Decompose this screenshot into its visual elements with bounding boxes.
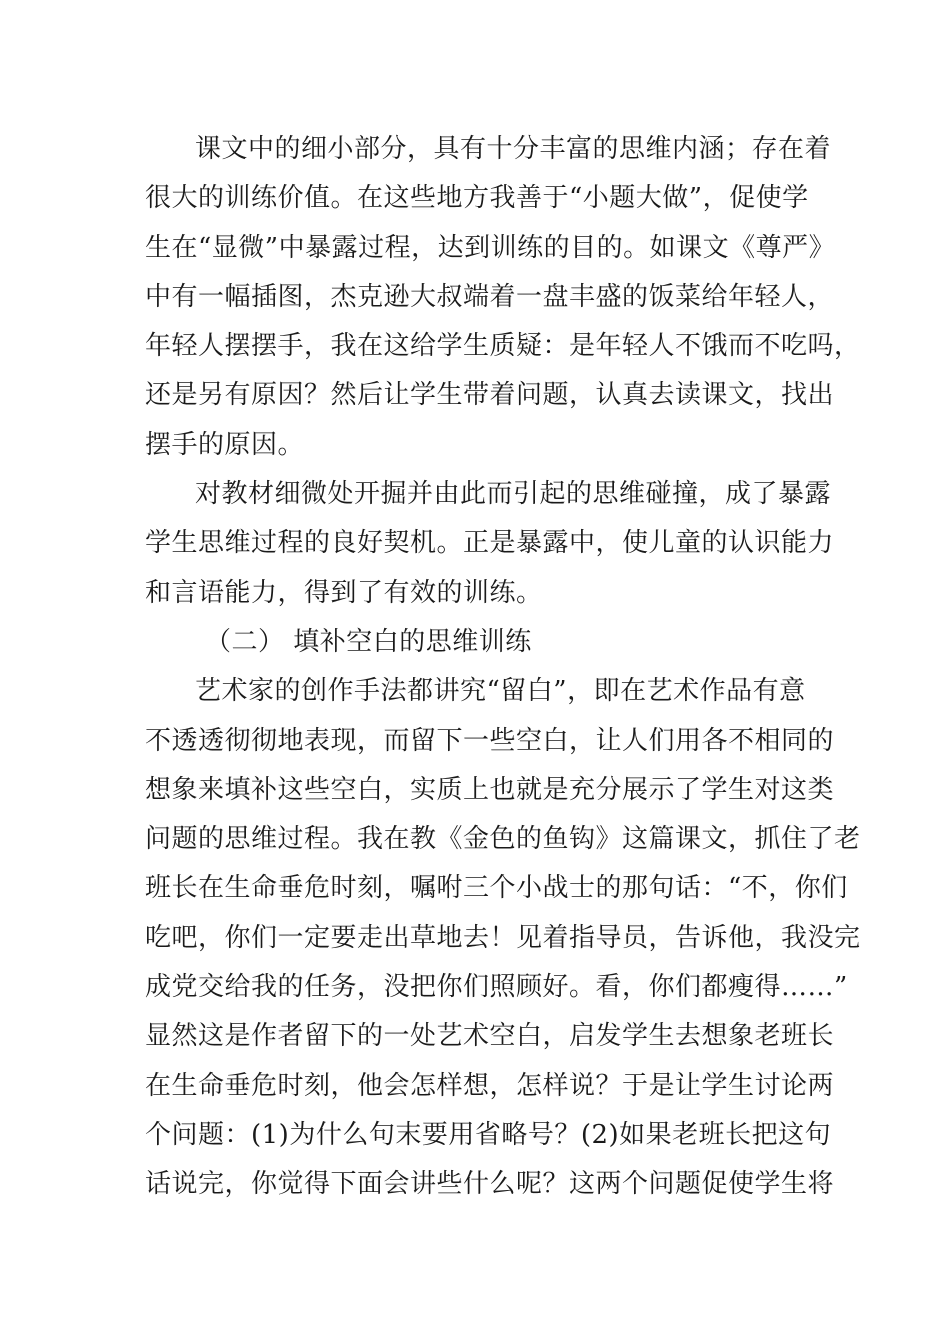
text-line: 成党交给我的任务，没把你们照顾好。看，你们都瘦得……” xyxy=(145,972,848,1003)
text-line: 话说完，你觉得下面会讲些什么呢？这两个问题促使学生将 xyxy=(145,1169,835,1200)
section-heading: （二） 填补空白的思维训练 xyxy=(205,626,532,657)
text-line: 还是另有原因？然后让学生带着问题，认真去读课文，找出 xyxy=(145,380,835,411)
text-line: 艺术家的创作手法都讲究“留白”，即在艺术作品有意 xyxy=(195,676,806,707)
text-line: 想象来填补这些空白，实质上也就是充分展示了学生对这类 xyxy=(145,774,835,805)
text-line: 中有一幅插图，杰克逊大叔端着一盘丰盛的饭菜给年轻人， xyxy=(145,281,835,312)
text-line: 在生命垂危时刻，他会怎样想，怎样说？于是让学生讨论两 xyxy=(145,1070,835,1101)
text-line: 摆手的原因。 xyxy=(145,429,305,460)
text-line: 年轻人摆摆手，我在这给学生质疑：是年轻人不饿而不吃吗， xyxy=(145,331,861,362)
paragraph-1 xyxy=(145,125,861,470)
text-line: 生在“显微”中暴露过程，达到训练的目的。如课文《尊严》 xyxy=(145,232,836,263)
text-line: 班长在生命垂危时刻，嘱咐三个小战士的那句话：“不，你们 xyxy=(145,873,848,904)
text-line: 个问题：(1)为什么句末要用省略号？(2)如果老班长把这句 xyxy=(145,1119,832,1150)
text-line: 吃吧，你们一定要走出草地去！见着指导员，告诉他，我没完 xyxy=(145,922,861,953)
text-line: 课文中的细小部分，具有十分丰富的思维内涵；存在着 xyxy=(195,134,832,164)
text-line: 和言语能力，得到了有效的训练。 xyxy=(145,577,543,608)
text-line: 不透透彻彻地表现，而留下一些空白，让人们用各不相同的 xyxy=(145,725,835,756)
paragraph-2 xyxy=(145,470,835,618)
text-line: 显然这是作者留下的一处艺术空白，启发学生去想象老班长 xyxy=(145,1021,835,1052)
text-line: 很大的训练价值。在这些地方我善于“小题大做”，促使学 xyxy=(145,183,809,214)
document-body xyxy=(145,125,861,1210)
text-line: 对教材细微处开掘并由此而引起的思维碰撞，成了暴露 xyxy=(195,479,832,510)
text-line: 问题的思维过程。我在教《金色的鱼钩》这篇课文，抓住了老 xyxy=(145,824,861,855)
text-line: 学生思维过程的良好契机。正是暴露中，使儿童的认识能力 xyxy=(145,528,835,559)
paragraph-3 xyxy=(145,667,861,1209)
